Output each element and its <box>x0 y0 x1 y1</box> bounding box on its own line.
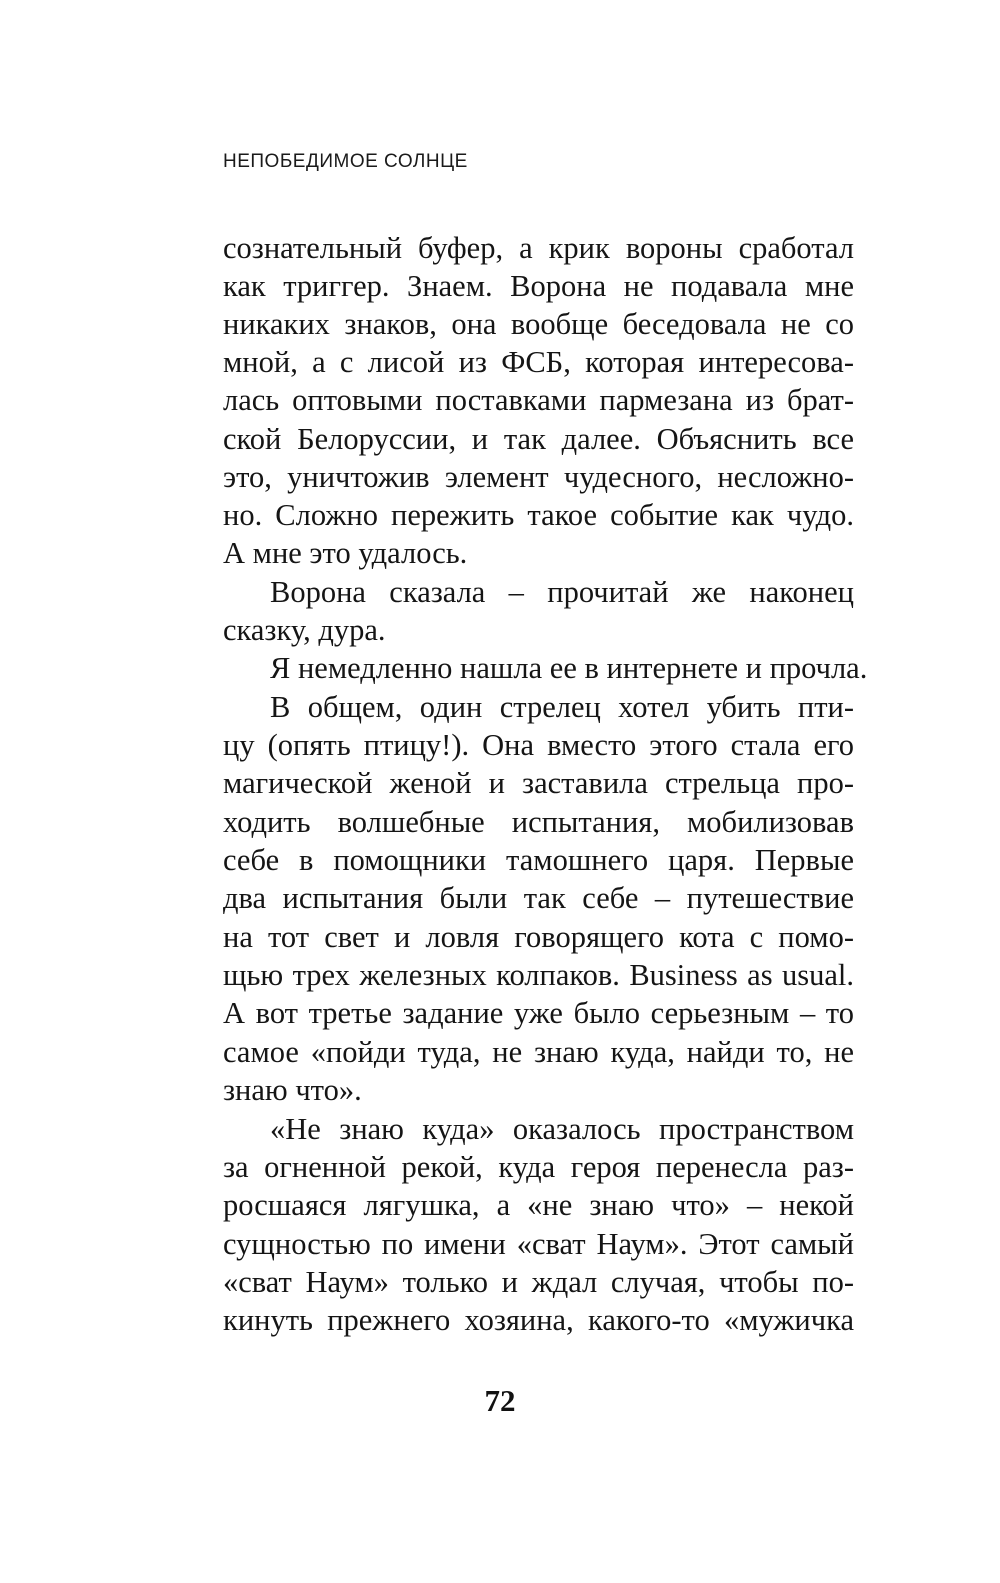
running-head: НЕПОБЕДИМОЕ СОЛНЦЕ <box>223 151 468 172</box>
text-line: лась оптовыми поставками пармезана из брат- <box>223 383 854 417</box>
text-line: Ворона сказала – прочитай же наконец <box>270 575 854 609</box>
text-line: два испытания были так себе – путешествие <box>223 881 854 915</box>
text-line: кинуть прежнего хозяина, какого-то «мужичка <box>223 1303 854 1337</box>
text-line: цу (опять птицу!). Она вместо этого стала его <box>223 728 854 762</box>
text-line: Я немедленно нашла ее в интернете и прочла. <box>270 651 868 685</box>
text-line: сказку, дура. <box>223 613 386 647</box>
text-line: никаких знаков, она вообще беседовала не со <box>223 307 854 341</box>
text-line: мной, а с лисой из ФСБ, которая интересова- <box>223 345 854 379</box>
text-line: щью трех железных колпаков. Business as usual. <box>223 958 854 992</box>
text-line: самое «пойди туда, не знаю куда, найди то, не <box>223 1035 854 1069</box>
text-line: «сват Наум» только и ждал случая, чтобы по- <box>223 1265 854 1299</box>
text-line: В общем, один стрелец хотел убить пти- <box>270 690 854 724</box>
text-line: сущностью по имени «сват Наум». Этот самый <box>223 1227 854 1261</box>
page-number: 72 <box>484 1383 516 1418</box>
text-line: за огненной рекой, куда героя перенесла раз- <box>223 1150 854 1184</box>
text-line: но. Сложно пережить такое событие как чудо. <box>223 498 854 532</box>
text-line: А вот третье задание уже было серьезным – то <box>223 996 854 1030</box>
text-line: знаю что». <box>223 1073 362 1107</box>
text-line: сознательный буфер, а крик вороны сработал <box>223 231 854 265</box>
text-line: как триггер. Знаем. Ворона не подавала мне <box>223 269 854 303</box>
text-line: ходить волшебные испытания, мобилизовав <box>223 805 854 839</box>
text-line: росшаяся лягушка, а «не знаю что» – некой <box>223 1188 854 1222</box>
text-line: «Не знаю куда» оказалось пространством <box>270 1112 854 1146</box>
text-line: ской Белоруссии, и так далее. Объяснить все <box>223 422 854 456</box>
text-line: магической женой и заставила стрельца про- <box>223 766 854 800</box>
text-line: это, уничтожив элемент чудесного, несложно- <box>223 460 854 494</box>
text-line: на тот свет и ловля говорящего кота с помо- <box>223 920 854 954</box>
text-line: А мне это удалось. <box>223 536 468 570</box>
text-line: себе в помощники тамошнего царя. Первые <box>223 843 854 877</box>
